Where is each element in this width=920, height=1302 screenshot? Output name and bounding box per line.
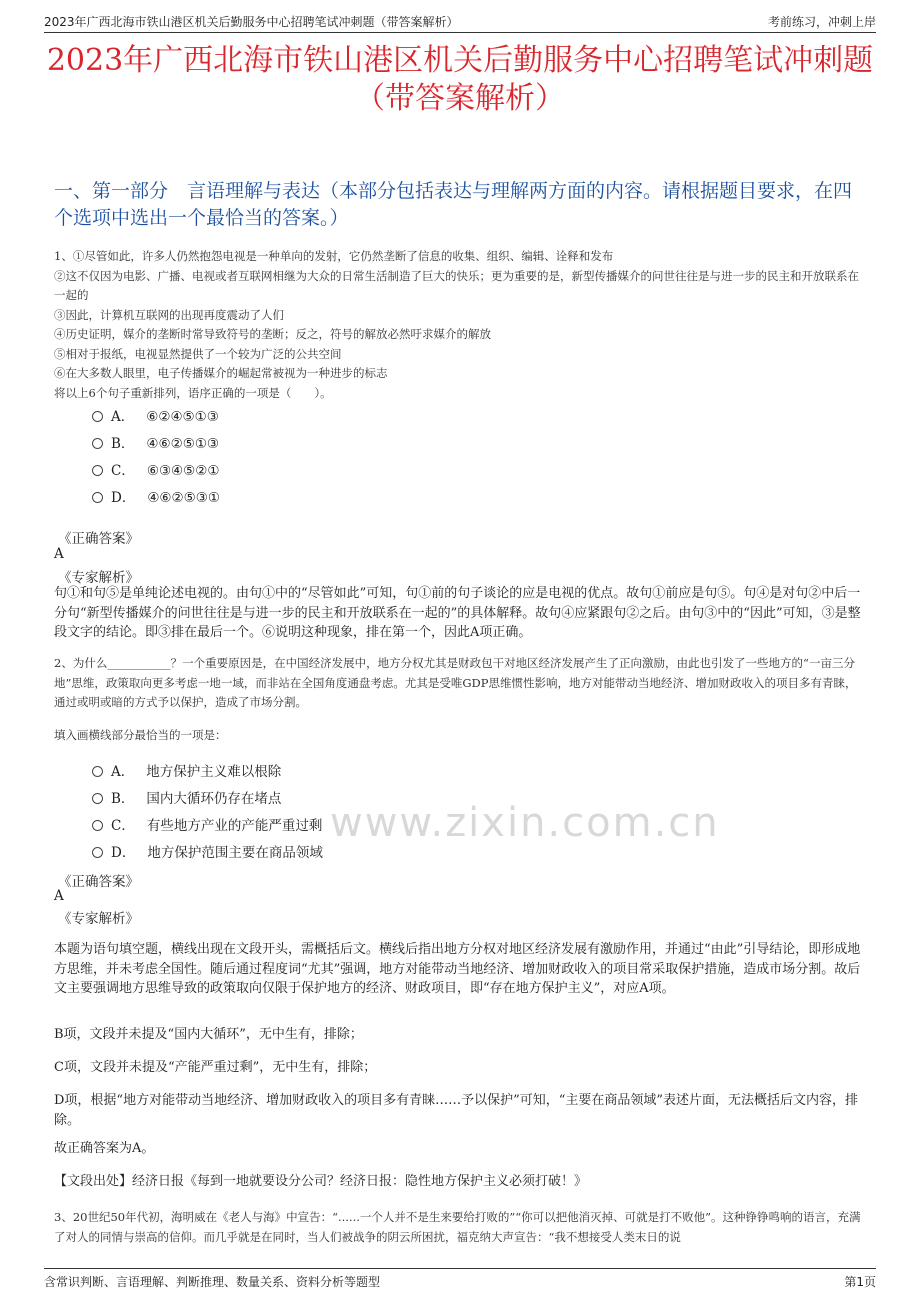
radio-icon[interactable] (92, 793, 103, 804)
option-letter: A． (111, 764, 135, 780)
radio-icon[interactable] (92, 847, 103, 858)
q1-line: ④历史证明，媒介的垄断时常导致符号的垄断；反之，符号的解放必然吁求媒介的解放 (54, 327, 491, 341)
option-letter: B． (111, 436, 135, 452)
q1-option-c[interactable] (92, 459, 219, 479)
q1-line: ⑤相对于报纸，电视显然提供了一个较为广泛的公共空间 (54, 346, 342, 361)
option-text: ⑥③④⑤②① (146, 463, 220, 479)
option-letter: B． (111, 791, 135, 807)
q1-line: 1、①尽管如此，许多人仍然抱怨电视是一种单向的发射，它仍然垄断了信息的收集、组织、编辑、诠释和发布 (54, 249, 614, 263)
option-text: ④⑥②⑤①③ (146, 436, 220, 452)
radio-icon[interactable] (92, 411, 103, 422)
q2-analysis-paragraph: 故正确答案为A。 (54, 1141, 155, 1156)
page-header (44, 10, 876, 33)
radio-icon[interactable] (92, 820, 103, 831)
q1-line: ③因此，计算机互联网的出现再度震动了人们 (54, 307, 284, 322)
q1-line: ②这不仅因为电影、广播、电视或者互联网相继为大众的日常生活制造了巨大的快乐；更为重要的是，新型传播媒介的问世往往是与进一步的民主和开放联系在一起的 (54, 268, 859, 302)
document-title (44, 42, 876, 118)
option-text: 有些地方产业的产能严重过剩 (146, 818, 323, 834)
footer-note: 含常识判断、言语理解、判断推理、数量关系、资料分析等题型 (44, 1275, 381, 1289)
page-footer (44, 1268, 876, 1289)
q2-analysis-paragraph: 本题为语句填空题，横线出现在文段开头，需概括后文。横线后指出地方分权对地区经济发展有激励作用，并通过“由此”引导结论，即形成地方思维，并未考虑全国性。随后通过程度词“尤其”强调，地方对能带动当地经济、增加财政收入的项目常采取保护措施，造成市场分割。故后文主要强调地方思维导致的政策取向仅限于保护地方的经济、财政项目，即“存在地方保护主义”，对应A项。 (54, 942, 861, 996)
section-heading: 一、第一部分 言语理解与表达（本部分包括表达与理解两方面的内容。请根据题目要求，在四个选项中选出一个最恰当的答案。） (54, 180, 853, 229)
radio-icon[interactable] (92, 492, 103, 503)
radio-icon[interactable] (92, 766, 103, 777)
title-line-2: （带答案解析） (355, 81, 565, 116)
question-1-stem (54, 247, 864, 403)
header-title: 2023年广西北海市铁山港区机关后勤服务中心招聘笔试冲刺题（带答案解析） (44, 15, 459, 29)
option-letter: A． (111, 409, 135, 425)
option-text: ⑥②④⑤①③ (146, 409, 219, 425)
q1-analysis: 句①和句⑤是单纯论述电视的。由句①中的“尽管如此”可知，句①前的句子谈论的应是电视的优点。故句①前应是句⑤。句④是对句②中后一分句“新型传播媒介的问世往往是与进一步的民主和开放联系在一起的”的具体解释。故句④应紧跟句②之后。由句③中的“因此”可知，③是整段文字的结论。即③排在最后一个。⑥说明这种现象，排在第一个，因此A项正确。 (54, 586, 861, 640)
q1-analysis-label: 《专家解析》 (58, 570, 139, 586)
option-letter: C． (111, 463, 135, 479)
title-line-1: 2023年广西北海市铁山港区机关后勤服务中心招聘笔试冲刺题 (46, 43, 874, 78)
q2-source: 【文段出处】经济日报《每到一地就要设分公司？经济日报：隐性地方保护主义必须打破！》 (54, 1174, 588, 1189)
q1-answer-label: 《正确答案》 (58, 531, 139, 547)
q2-option-a[interactable] (92, 760, 281, 780)
q2-prompt: 填入画横线部分最恰当的一项是： (54, 728, 227, 742)
q2-analysis-paragraph: D项，根据“地方对能带动当地经济、增加财政收入的项目多有青睐……予以保护”可知，“主要在商品领域”表述片面，无法概括后文内容，排除。 (54, 1093, 859, 1128)
option-text: 地方保护范围主要在商品领域 (147, 845, 323, 861)
q2-analysis-label: 《专家解析》 (58, 911, 139, 927)
q2-analysis-paragraph: C项，文段并未提及“产能严重过剩”，无中生有，排除； (54, 1060, 377, 1075)
q1-line: 将以上6个句子重新排列，语序正确的一项是（ ）。 (54, 385, 332, 400)
radio-icon[interactable] (92, 438, 103, 449)
q2-option-d[interactable] (92, 841, 323, 861)
q1-answer: A (54, 546, 64, 562)
q1-option-d[interactable] (92, 486, 220, 506)
option-text: 地方保护主义难以根除 (146, 764, 282, 780)
radio-icon[interactable] (92, 465, 103, 476)
header-slogan: 考前练习，冲刺上岸 (767, 15, 876, 29)
page-number: 第1页 (844, 1275, 876, 1289)
q2-analysis-paragraph: B项，文段并未提及“国内大循环”，无中生有，排除； (54, 1027, 363, 1042)
option-text: 国内大循环仍存在堵点 (146, 791, 282, 807)
watermark: www.zixin.com.cn (330, 800, 720, 846)
q1-option-b[interactable] (92, 432, 219, 452)
q2-option-b[interactable] (92, 787, 281, 807)
question-3-stem: 3、20世纪50年代初，海明威在《老人与海》中宣告：“......一个人并不是生来要给打败的”“你可以把他消灭掉、可就是打不败他”。这种铮铮鸣响的语言，充满了对人的同情与崇高的信仰。而几乎就是在同时，当人们被战争的阴云所困扰，福克纳大声宣告：“我不想接受人类末日的说 (54, 1210, 861, 1244)
option-text: ④⑥②⑤③① (147, 490, 220, 506)
option-letter: D． (111, 490, 136, 506)
q1-option-a[interactable] (92, 405, 219, 425)
option-letter: D． (111, 845, 136, 861)
option-letter: C． (111, 818, 135, 834)
q1-line: ⑥在大多数人眼里，电子传播媒介的崛起常被视为一种进步的标志 (54, 366, 388, 380)
question-2-stem: 2、为什么___________？一个重要原因是，在中国经济发展中，地方分权尤其是财政包干对地区经济发展产生了正向激励，由此也引发了一些地方的“一亩三分地”思维，政策取向更多考虑一地一域，而非站在全国角度通盘考虑。尤其是受唯GDP思维惯性影响，地方对能带动当地经济、增加财政收入的项目多有青睐，通过或明或暗的方式予以保护，造成了市场分割。 (54, 656, 857, 709)
q2-answer-label: 《正确答案》 (58, 874, 139, 890)
q2-option-c[interactable] (92, 814, 322, 834)
q2-answer: A (54, 888, 64, 904)
